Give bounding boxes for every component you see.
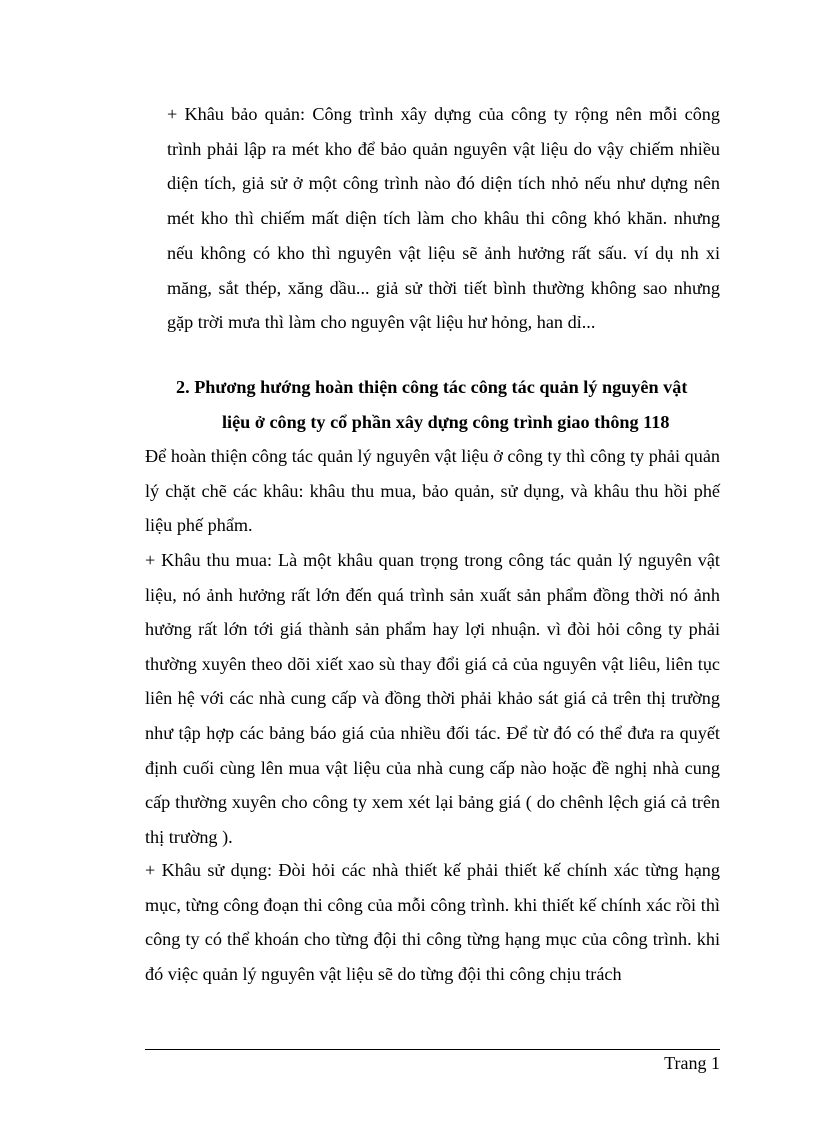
paragraph-usage: + Khâu sử dụng: Đòi hỏi các nhà thiết kế phải thiết kế chính xác từng hạng mục, từng công đoạn thi công của mỗi công trình. khi thiết kế chính xác rồi thì công ty có thể khoán cho từng đội thi công từng hạng mục của công trình. khi đó việc quản lý nguyên vật liệu sẽ do từng đội thi công chịu trách <box>145 860 720 984</box>
section-heading-line-2: liệu ở công ty cổ phần xây dựng công trình giao thông 118 <box>222 412 670 432</box>
page-number: Trang 1 <box>664 1053 720 1073</box>
paragraph-purchasing: + Khâu thu mua: Là một khâu quan trọng trong công tác quản lý nguyên vật liệu, nó ảnh hưởng rất lớn đến quá trình sản xuất sản phẩm đồng thời nó ảnh hưởng rất lớn tới giá thành sản phẩm hay lợi nhuận. vì đòi hỏi công ty phải thường xuyên theo dõi xiết xao sù thay đổi giá cả của nguyên vật liêu, liên tục liên hệ với các nhà cung cấp và đồng thời phải khảo sát giá cả trên thị trường như tập hợp các bảng báo giá của nhiều đối tác. Để từ đó có thể đưa ra quyết định cuối cùng lên mua vật liệu của nhà cung cấp nào hoặc đề nghị nhà cung cấp thường xuyên cho công ty xem xét lại bảng giá ( do chênh lệch giá cả trên thị trường ). <box>145 550 720 847</box>
paragraph-storage: + Khâu bảo quản: Công trình xây dựng của công ty rộng nên mỗi công trình phải lập ra mét kho để bảo quản nguyên vật liệu do vậy chiếm nhiều diện tích, giả sử ở một công trình nào đó diện tích nhỏ nếu như dựng nên mét kho thì chiếm mất diện tích làm cho khâu thi công khó khăn. nhưng nếu không có kho thì nguyên vật liệu sẽ ảnh hưởng rất sấu. ví dụ nh xi măng, sắt thép, xăng dầu... giả sử thời tiết bình thường không sao nhưng gặp trời mưa thì làm cho nguyên vật liệu hư hỏng, han dỉ... <box>167 104 720 333</box>
section-heading-line-1: 2. Phương hướng hoàn thiện công tác công tác quản lý nguyên vật <box>176 377 688 397</box>
paragraph-intro: Để hoàn thiện công tác quản lý nguyên vật liệu ở công ty thì công ty phải quản lý chặt chẽ các khâu: khâu thu mua, bảo quản, sử dụng, và khâu thu hồi phế liệu phế phẩm. <box>145 446 720 536</box>
footer-divider <box>145 1049 720 1050</box>
